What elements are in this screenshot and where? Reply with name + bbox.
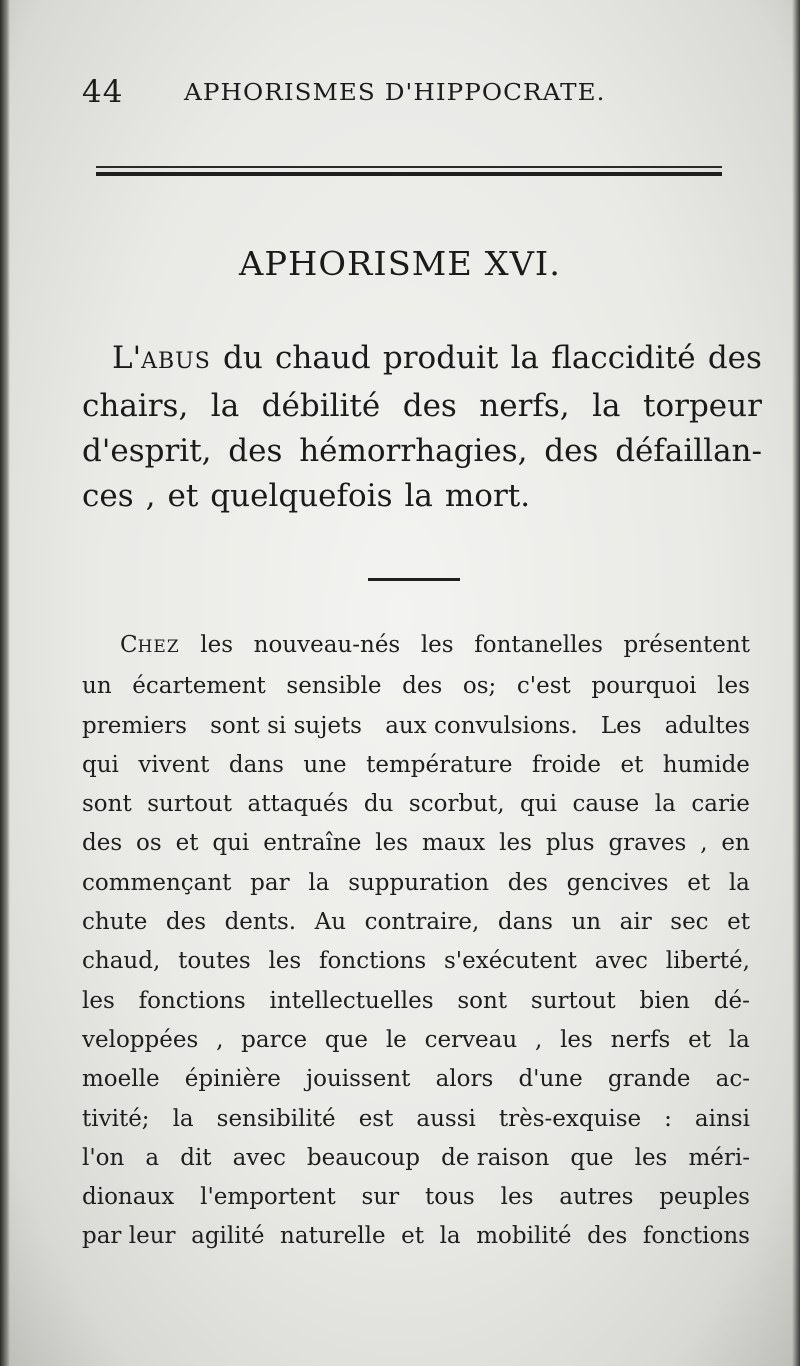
commentary-text — [82, 626, 750, 1257]
word: et — [687, 869, 711, 896]
word: dents. — [224, 909, 297, 936]
word: sont — [82, 791, 132, 818]
word: surtout — [530, 987, 616, 1014]
word: attaqués — [247, 791, 349, 818]
word: les — [420, 632, 454, 658]
word: liberté, — [665, 948, 750, 975]
word: est — [358, 1105, 394, 1132]
word: par leur — [82, 1223, 176, 1250]
word: le — [385, 1026, 407, 1053]
word: Les — [600, 712, 642, 739]
word: épinière — [184, 1066, 281, 1093]
word: et — [727, 909, 750, 936]
word: , — [700, 830, 708, 857]
word: très-exquise — [498, 1105, 642, 1132]
rule-thick-line — [96, 172, 722, 176]
page-edge-shadow-left — [0, 0, 10, 1366]
word: la — [592, 388, 621, 424]
word: la — [308, 869, 330, 896]
word: premiers — [82, 712, 187, 739]
commentary-line — [82, 746, 750, 785]
aphorism-line — [82, 336, 762, 384]
word: les — [200, 632, 234, 658]
word: et — [167, 478, 199, 514]
header-double-rule — [96, 166, 722, 178]
word: nerfs — [610, 1026, 671, 1053]
word: Au — [314, 909, 347, 936]
word: mort. — [444, 478, 531, 514]
running-title: APHORISMES D'HIPPOCRATE. — [184, 80, 606, 106]
word: fonctions — [642, 1223, 750, 1250]
word: chairs, — [82, 388, 189, 424]
word: la — [654, 791, 676, 818]
word: que — [324, 1026, 369, 1053]
word: des — [587, 1223, 628, 1250]
word: les — [500, 1184, 534, 1211]
commentary-line — [82, 785, 750, 824]
initial-letter: L' — [112, 340, 142, 376]
word: que — [570, 1144, 614, 1171]
rule-thin-line — [96, 166, 722, 168]
commentary-line — [82, 707, 750, 746]
word: en — [721, 830, 750, 857]
commentary-first-word — [120, 626, 180, 667]
word: la — [728, 869, 750, 896]
word: qui — [212, 830, 250, 857]
word: écartement — [132, 673, 266, 700]
word: avec — [232, 1144, 286, 1171]
word: du — [363, 791, 394, 818]
word: sensible — [286, 673, 382, 700]
word: avec — [594, 948, 648, 975]
commentary-line — [82, 942, 750, 981]
word: cause — [572, 791, 640, 818]
word: la — [510, 340, 540, 376]
word: l'emportent — [200, 1184, 336, 1211]
word: aux convulsions. — [385, 712, 578, 739]
word: moelle — [82, 1066, 160, 1093]
word: chaud, — [82, 948, 161, 975]
word: ac- — [715, 1066, 750, 1093]
word: ainsi — [694, 1105, 750, 1132]
word: qui — [82, 751, 119, 778]
word: suppuration — [348, 869, 490, 896]
word: et — [175, 830, 199, 857]
word: nouveau-nés — [253, 632, 401, 658]
word: fonctions — [138, 987, 246, 1014]
word: peuples — [659, 1184, 750, 1211]
word: flaccidité — [551, 340, 696, 376]
word: ces — [82, 478, 134, 514]
word: contraire, — [364, 909, 480, 936]
word: c'est — [516, 673, 571, 700]
word: des — [507, 869, 548, 896]
commentary-line — [82, 1021, 750, 1060]
word: tivité; — [82, 1105, 150, 1132]
word: chute — [82, 909, 148, 936]
word: veloppées — [82, 1026, 199, 1053]
word: os; — [462, 673, 497, 700]
word: autres — [559, 1184, 634, 1211]
aphorism-title: APHORISME XVI. — [239, 244, 561, 283]
word: chaud — [275, 340, 371, 376]
word: sec — [670, 909, 709, 936]
commentary-line — [82, 982, 750, 1021]
word: nerfs, — [479, 388, 570, 424]
word: naturelle — [280, 1223, 386, 1250]
word: des — [82, 830, 123, 857]
word: les — [717, 673, 750, 700]
word: défaillan- — [615, 433, 762, 469]
word: les — [82, 987, 115, 1014]
word: tous — [425, 1184, 475, 1211]
word: froide — [531, 751, 601, 778]
word: a — [145, 1144, 160, 1171]
word: fontanelles — [474, 632, 603, 658]
word: par — [250, 869, 290, 896]
word: : — [664, 1105, 672, 1132]
small-caps-word: ABUS — [141, 349, 211, 374]
word: , — [534, 1026, 543, 1053]
word: et — [620, 751, 644, 778]
word: alors — [435, 1066, 494, 1093]
word: la — [728, 1026, 750, 1053]
aphorism-line — [82, 474, 762, 519]
word: pourquoi — [591, 673, 697, 700]
word: quelquefois — [210, 478, 393, 514]
word: torpeur — [643, 388, 762, 424]
word: aussi — [416, 1105, 476, 1132]
commentary-line — [82, 1217, 750, 1256]
word: des — [544, 433, 599, 469]
commentary-line — [82, 1060, 750, 1099]
word: grande — [607, 1066, 691, 1093]
word: , — [145, 478, 156, 514]
word: et — [401, 1223, 424, 1250]
word: , — [216, 1026, 224, 1053]
word: surtout — [147, 791, 232, 818]
word: cerveau — [424, 1026, 518, 1053]
word: et — [688, 1026, 712, 1053]
word: dans — [228, 751, 284, 778]
commentary-line — [82, 667, 750, 706]
word: sont si sujets — [210, 712, 362, 739]
word: bien — [639, 987, 690, 1014]
word: vivent — [138, 751, 210, 778]
page-header — [82, 74, 722, 118]
word: la — [210, 388, 240, 424]
word: air — [619, 909, 652, 936]
word: l'on — [82, 1144, 125, 1171]
word: d'une — [518, 1066, 583, 1093]
word: sont — [457, 987, 508, 1014]
word: carie — [691, 791, 750, 818]
small-caps-word: HEZ — [137, 637, 180, 657]
word: adultes — [664, 712, 750, 739]
word: dionaux — [82, 1184, 175, 1211]
word: sensibilité — [216, 1105, 336, 1132]
word: débilité — [261, 388, 381, 424]
word: fonctions — [319, 948, 427, 975]
word: des — [707, 340, 762, 376]
aphorism-text — [82, 336, 762, 519]
word: plus — [545, 830, 595, 857]
word: graves — [608, 830, 687, 857]
word: agilité — [191, 1223, 265, 1250]
word: méri- — [688, 1144, 750, 1171]
page-edge-shadow-right — [792, 0, 800, 1366]
word: les — [375, 830, 409, 857]
word: beaucoup — [306, 1144, 421, 1171]
section-separator — [368, 578, 460, 581]
word: température — [366, 751, 513, 778]
word: maux — [421, 830, 486, 857]
initial-letter: C — [120, 632, 138, 658]
aphorism-first-word — [112, 336, 211, 384]
word: produit — [382, 340, 499, 376]
word: la — [439, 1223, 461, 1250]
word: dit — [180, 1144, 212, 1171]
word: humide — [662, 751, 750, 778]
commentary-line — [82, 626, 750, 667]
word: os — [136, 830, 162, 857]
word: intellectuelles — [269, 987, 434, 1014]
commentary-line — [82, 824, 750, 863]
word: des — [402, 673, 443, 700]
word: s'exécutent — [443, 948, 577, 975]
word: qui — [520, 791, 557, 818]
word: entraîne — [263, 830, 362, 857]
word: une — [303, 751, 347, 778]
word: la — [404, 478, 433, 514]
word: du — [223, 340, 263, 376]
word: d'esprit, — [82, 433, 212, 469]
word: sur — [361, 1184, 400, 1211]
word: dans — [497, 909, 553, 936]
word: des — [165, 909, 207, 936]
commentary-line — [82, 903, 750, 942]
word: la — [172, 1105, 194, 1132]
word: dé- — [713, 987, 750, 1014]
word: les — [268, 948, 302, 975]
word: scorbut, — [408, 791, 505, 818]
commentary-line — [82, 864, 750, 903]
word: des — [402, 388, 457, 424]
word: toutes — [178, 948, 251, 975]
word: parce — [241, 1026, 308, 1053]
page-number: 44 — [82, 74, 124, 110]
word: présentent — [623, 632, 750, 658]
commentary-line — [82, 1100, 750, 1139]
word: commençant — [82, 869, 232, 896]
word: des — [228, 433, 283, 469]
word: mobilité — [476, 1223, 572, 1250]
word: un — [571, 909, 602, 936]
word: de raison — [441, 1144, 550, 1171]
word: jouissent — [305, 1066, 411, 1093]
word: les — [560, 1026, 593, 1053]
commentary-line — [82, 1139, 750, 1178]
commentary-line — [82, 1178, 750, 1217]
word: gencives — [566, 869, 669, 896]
aphorism-line — [82, 384, 762, 429]
aphorism-line — [82, 429, 762, 474]
word: hémorrhagies, — [299, 433, 528, 469]
word: les — [499, 830, 532, 857]
word: les — [634, 1144, 668, 1171]
word: un — [82, 673, 112, 700]
